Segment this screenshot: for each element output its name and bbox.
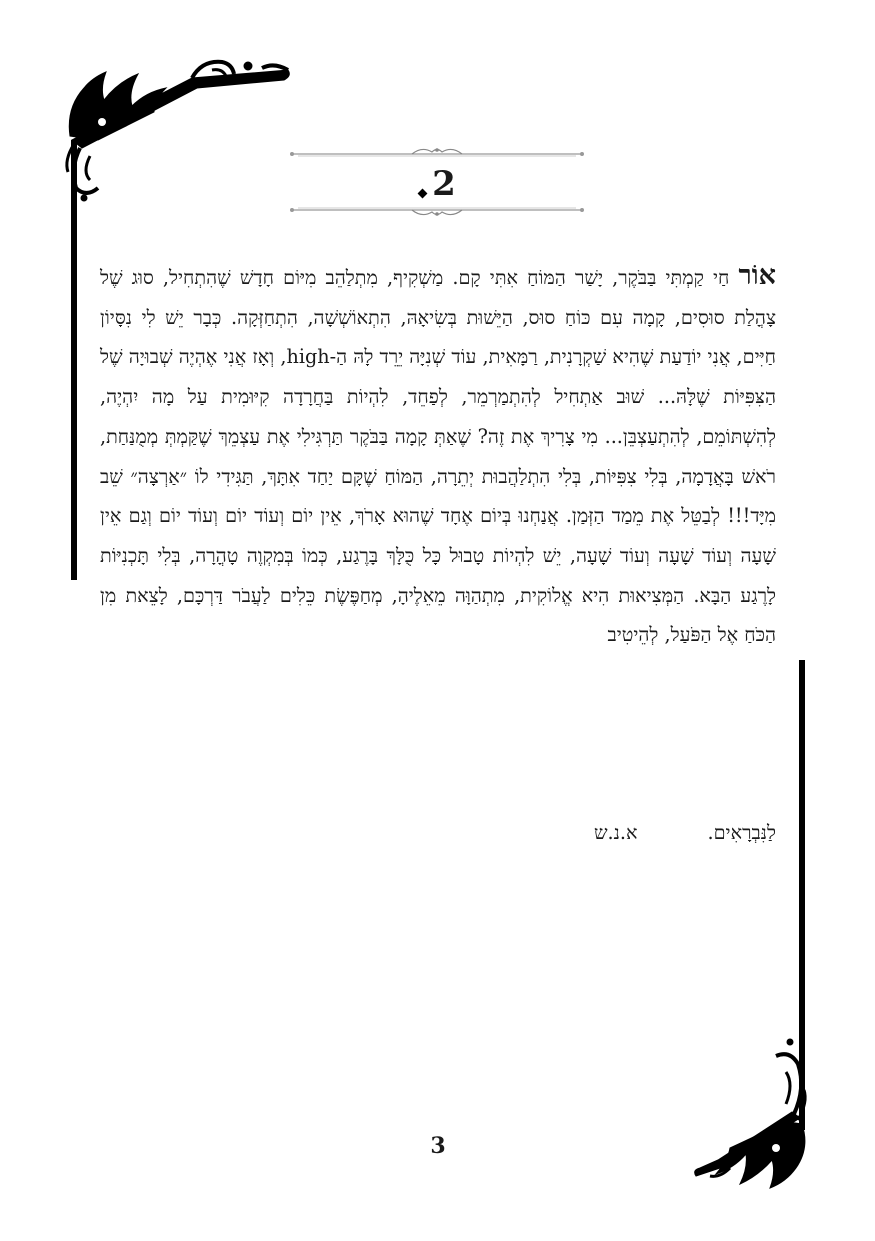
paragraph-text: חַי קַמְתִּי בַּבֹּקֶר, יָשַׁר הַמּוֹחַ אִתִּי קָם. מַשְׁקִיף, מִתְלַהֵב מִיּוֹם חָדָשׁ שֶׁהִתְחִיל, סוּג שֶׁל צָהֳלַת סוּסִים, קָמָה עִם כּוֹחַ סוּס, הַיֵּשׁוּת בְּשִׂיאָהּ, הִתְאוֹשְׁשָׁה, הִתְחַזְּקָה. כְּבָר יֵשׁ לִי נִסָּיוֹן חַיִּים, אֲנִי יוֹדַעַת שֶׁהִיא שַׁקְרָנִית, רַמָּאִית, עוֹד שְׁנִיָּה יֵרֵד לָהּ הַ-high, וְאָז אֲנִי אֶהְיֶה שְׁבוּיָה שֶׁל הַצִּפִּיּוֹת שֶׁלָּהּ... שׁוּב אַתְחִיל לְהִתְמַרְמֵר, לְפַחֵד, לִהְיוֹת בַּחֲרָדָה קִיּוּמִית עַל מָה יִהְיֶה, לְהִשְׁתּוֹמֵם, לְהִתְעַצְבֵּן... מִי צָרִיךְ אֶת זֶה? שֶׁאַתְּ קָמָה בַּבֹּקֶר תַּרְגִּילִי אֶת עַצְמֵךְ שֶׁקַּמְתְּ מְמֻנַּחַת, רֹאשׁ בָּאֲדָמָה, בְּלִי צִפִּיּוֹת, בְּלִי הִתְלַהֲבוּת יְתֵרָה, הַמּוֹחַ שֶׁקָּם יַחַד אִתָּךְ, תַּגִּידִי לוֹ ״אַרְצָה״ שֵׁב מִיָּד!!! לְבַטֵּל אֶת מֵמַד הַזְּמַן. אֲנַחְנוּ בְּיוֹם אֶחָד שֶׁהוּא אָרֹךְ, אֵין יוֹם וְעוֹד יוֹם וְעוֹד יוֹם וְגַם אֵין שָׁעָה וְעוֹד שָׁעָה וְעוֹד שָׁעָה, יֵשׁ לִהְיוֹת טָבוּל כָּל כֻּלָּךְ בָּרֶגַע, כְּמוֹ בְּמִקְוֶה טָהֳרָה, בְּלִי תָּכְנִיּוֹת לָרֶגַע הַבָּא. הַמְּצִיאוּת הִיא אֱלוֹקִית, מִתְהַוָּה מֵאֵלֶיהָ, מְחַפֶּשֶׂת כֵּלִים לַעֲבֹר דַּרְכָּם, לָצֵאת מִן הַכֹּחַ אֶל הַפֹּעַל, לְהֵיטִיב — [100, 266, 776, 647]
chapter-number-text: 2 — [432, 164, 456, 204]
diamond-bullet-icon — [418, 188, 428, 198]
header-flourish-top — [288, 146, 586, 160]
chapter-number — [400, 164, 475, 204]
header-flourish-bottom — [288, 204, 586, 218]
ornamental-corner-top-left — [62, 48, 294, 208]
left-border-line — [71, 140, 77, 580]
author-signature: א.נ.ש — [593, 821, 638, 844]
ornamental-corner-bottom-right — [690, 1028, 810, 1193]
body-paragraph — [100, 256, 776, 655]
right-border-line — [799, 660, 805, 1130]
closing-word: לַנִּבְרָאִים. — [707, 821, 776, 844]
closing-line — [100, 813, 776, 853]
page-number: 3 — [430, 1133, 446, 1159]
lead-word: אוֹר — [738, 260, 776, 291]
